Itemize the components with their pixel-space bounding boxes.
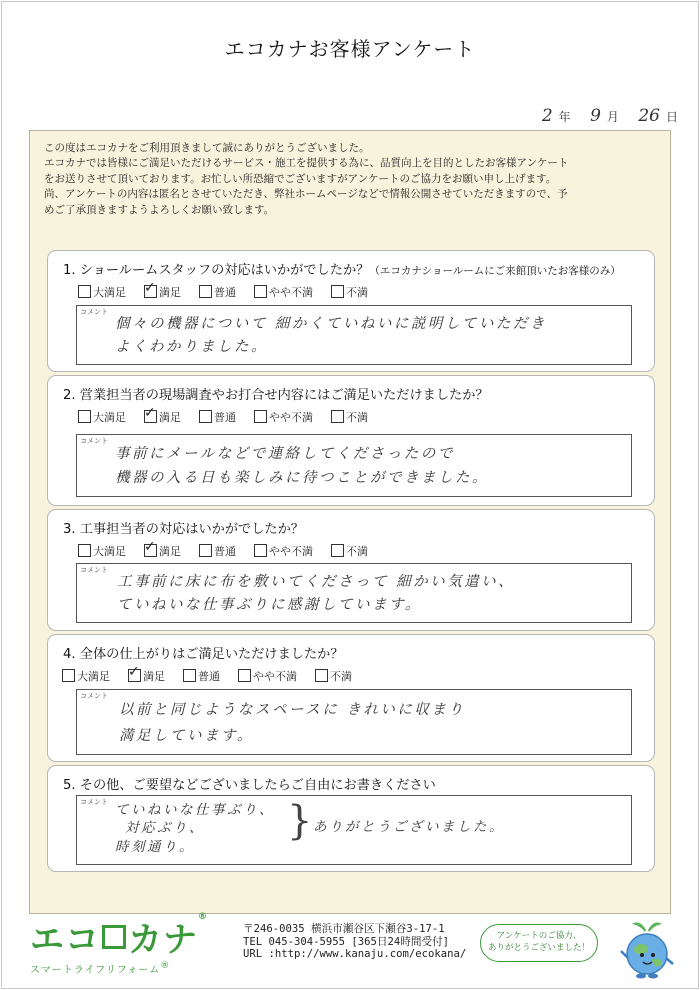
rating-option[interactable] <box>315 668 352 684</box>
checkbox-icon[interactable] <box>199 285 212 298</box>
comment-box[interactable] <box>76 305 632 365</box>
intro-text <box>44 141 664 218</box>
rating-option[interactable] <box>254 543 313 559</box>
comment-line: ていねいな仕事ぶり、 <box>115 802 275 818</box>
contact-info <box>243 923 466 961</box>
comment-line: ありがとうございました。 <box>313 819 505 835</box>
rating-options <box>78 409 386 425</box>
comment-line: 工事前に床に布を敷いてくださって 細かい気遣い、 <box>117 574 516 590</box>
comment-line: 満足しています。 <box>119 728 254 744</box>
rating-options <box>78 284 386 300</box>
checkbox-icon[interactable] <box>199 544 212 557</box>
rating-option[interactable] <box>78 543 126 559</box>
rating-option-label: 普通 <box>198 670 220 683</box>
date-month-unit: 月 <box>606 110 619 124</box>
page-title: エコカナお客様アンケート <box>224 37 476 61</box>
comment-line: ていねいな仕事ぶりに感謝しています。 <box>117 597 422 613</box>
intro-line: めご了承頂きますようよろしくお願い致します。 <box>44 203 275 216</box>
checkbox-icon[interactable] <box>238 669 251 682</box>
rating-option[interactable] <box>144 284 181 300</box>
rating-option-label: 不満 <box>346 286 368 299</box>
rating-option[interactable] <box>199 409 236 425</box>
rating-option-label: 不満 <box>330 670 352 683</box>
rating-option[interactable] <box>78 284 126 300</box>
checkbox-checked-icon[interactable] <box>144 544 157 557</box>
logo-wordmark: エコ カナ® <box>30 912 208 960</box>
date-month: 9 <box>590 106 601 126</box>
checkbox-icon[interactable] <box>78 410 91 423</box>
rating-option-label: 普通 <box>214 545 236 558</box>
bubble-line: ありがとうございました！ <box>487 943 590 953</box>
rating-option-label: 満足 <box>159 286 181 299</box>
rating-option-label: 普通 <box>214 411 236 424</box>
rating-option[interactable] <box>183 668 220 684</box>
checkbox-icon[interactable] <box>315 669 328 682</box>
question-card-5 <box>47 765 655 872</box>
rating-option[interactable] <box>144 543 181 559</box>
house-icon <box>102 925 126 949</box>
rating-option-label: 満足 <box>159 545 181 558</box>
checkbox-icon[interactable] <box>254 544 267 557</box>
thanks-bubble <box>480 924 598 962</box>
rating-option-label: やや不満 <box>269 286 313 299</box>
comment-line: 対応ぶり、 <box>125 820 205 836</box>
rating-option-label: 不満 <box>346 411 368 424</box>
question-title: 4. 全体の仕上がりはご満足いただけましたか？ <box>63 647 344 662</box>
rating-option-label: 大満足 <box>93 411 126 424</box>
rating-option[interactable] <box>199 543 236 559</box>
comment-box[interactable] <box>76 795 632 865</box>
comment-label: コメント <box>80 692 108 700</box>
question-title: 2. 営業担当者の現場調査やお打合せ内容にはご満足いただけましたか？ <box>63 388 489 403</box>
checkbox-checked-icon[interactable] <box>144 410 157 423</box>
rating-option-label: 普通 <box>214 286 236 299</box>
checkbox-icon[interactable] <box>331 544 344 557</box>
ecokana-logo[interactable] <box>30 912 208 976</box>
rating-options <box>62 668 370 684</box>
rating-options <box>78 543 386 559</box>
rating-option[interactable] <box>199 284 236 300</box>
rating-option-label: やや不満 <box>269 545 313 558</box>
checkbox-icon[interactable] <box>331 285 344 298</box>
comment-box[interactable] <box>76 689 632 755</box>
checkbox-icon[interactable] <box>78 285 91 298</box>
address-text: 〒246-0035 横浜市瀬谷区下瀬谷3-17-1 <box>243 923 445 935</box>
rating-option-label: 大満足 <box>77 670 110 683</box>
intro-line: この度はエコカナをご利用頂きまして誠にありがとうございました。 <box>44 142 370 154</box>
rating-option[interactable] <box>331 409 368 425</box>
intro-line: をお送りさせて頂いております。お忙しい所恐縮でございますがアンケートのご協力をお願い申し上げます。 <box>44 172 557 185</box>
comment-label: コメント <box>80 798 108 806</box>
question-title: 3. 工事担当者の対応はいかがでしたか？ <box>63 522 304 537</box>
rating-option[interactable] <box>128 668 165 684</box>
question-card-2 <box>47 375 655 506</box>
question-card-3 <box>47 509 655 631</box>
rating-option[interactable] <box>331 284 368 300</box>
rating-option-label: 満足 <box>143 670 165 683</box>
checkbox-icon[interactable] <box>254 285 267 298</box>
rating-option-label: 不満 <box>346 545 368 558</box>
comment-line: 時刻通り。 <box>115 839 195 855</box>
comment-label: コメント <box>80 437 108 445</box>
question-title: 1. ショールームスタッフの対応はいかがでしたか？（エコカナショールームにご来館頂いたお客様のみ） <box>63 263 621 278</box>
checkbox-checked-icon[interactable] <box>144 285 157 298</box>
rating-option[interactable] <box>254 409 313 425</box>
rating-option-label: 満足 <box>159 411 181 424</box>
date-day-unit: 日 <box>665 110 678 124</box>
comment-box[interactable] <box>76 563 632 623</box>
survey-date <box>542 106 678 126</box>
rating-option[interactable] <box>331 543 368 559</box>
earth-mascot-icon <box>612 916 682 982</box>
rating-option[interactable] <box>144 409 181 425</box>
comment-box[interactable] <box>76 434 632 497</box>
question-card-4 <box>47 634 655 762</box>
url-link[interactable]: URL :http://www.kanaju.com/ecokana/ <box>243 948 467 960</box>
rating-option[interactable] <box>238 668 297 684</box>
checkbox-icon[interactable] <box>331 410 344 423</box>
rating-option-label: 大満足 <box>93 286 126 299</box>
logo-tagline: スマートライフリフォーム® <box>30 961 171 976</box>
comment-line: 事前にメールなどで連絡してくださったので <box>115 446 455 462</box>
comment-line: 以前と同じようなスペースに きれいに収まり <box>119 702 466 718</box>
rating-option-label: やや不満 <box>253 670 297 683</box>
checkbox-icon[interactable] <box>78 544 91 557</box>
rating-option[interactable] <box>78 409 126 425</box>
rating-option-label: 大満足 <box>93 545 126 558</box>
question-note: （エコカナショールームにご来館頂いたお客様のみ） <box>369 265 621 277</box>
checkbox-checked-icon[interactable] <box>128 669 141 682</box>
checkbox-icon[interactable] <box>254 410 267 423</box>
date-year: 2 <box>541 106 553 126</box>
intro-line: エコカナでは皆様にご満足いただけるサービス・施工を提供する為に、品質向上を目的としたお客様アンケート <box>44 157 569 170</box>
date-year-unit: 年 <box>558 110 571 124</box>
tel-text: TEL 045-304-5955 [365日24時間受付] <box>243 935 450 948</box>
checkbox-icon[interactable] <box>199 410 212 423</box>
question-card-1 <box>47 250 655 372</box>
rating-option-label: やや不満 <box>269 411 313 424</box>
comment-line: 機器の入る日も楽しみに待つことができました。 <box>115 470 489 486</box>
date-day: 26 <box>638 106 660 126</box>
brace-mark: } <box>287 798 313 844</box>
checkbox-icon[interactable] <box>183 669 196 682</box>
rating-option[interactable] <box>254 284 313 300</box>
rating-option[interactable] <box>62 668 110 684</box>
bubble-line: アンケートのご協力、 <box>496 931 582 941</box>
comment-label: コメント <box>80 308 108 316</box>
comment-line: 個々の機器について 細かくていねいに説明していただき <box>115 316 547 332</box>
comment-line: よくわかりました。 <box>115 339 268 355</box>
question-title: 5. その他、ご要望などございましたらご自由にお書きください <box>63 778 436 793</box>
intro-line: 尚、アンケートの内容は匿名とさせていただき、弊社ホームページなどで情報公開させていただきますので、予 <box>44 188 568 201</box>
checkbox-icon[interactable] <box>62 669 75 682</box>
comment-label: コメント <box>80 566 108 574</box>
